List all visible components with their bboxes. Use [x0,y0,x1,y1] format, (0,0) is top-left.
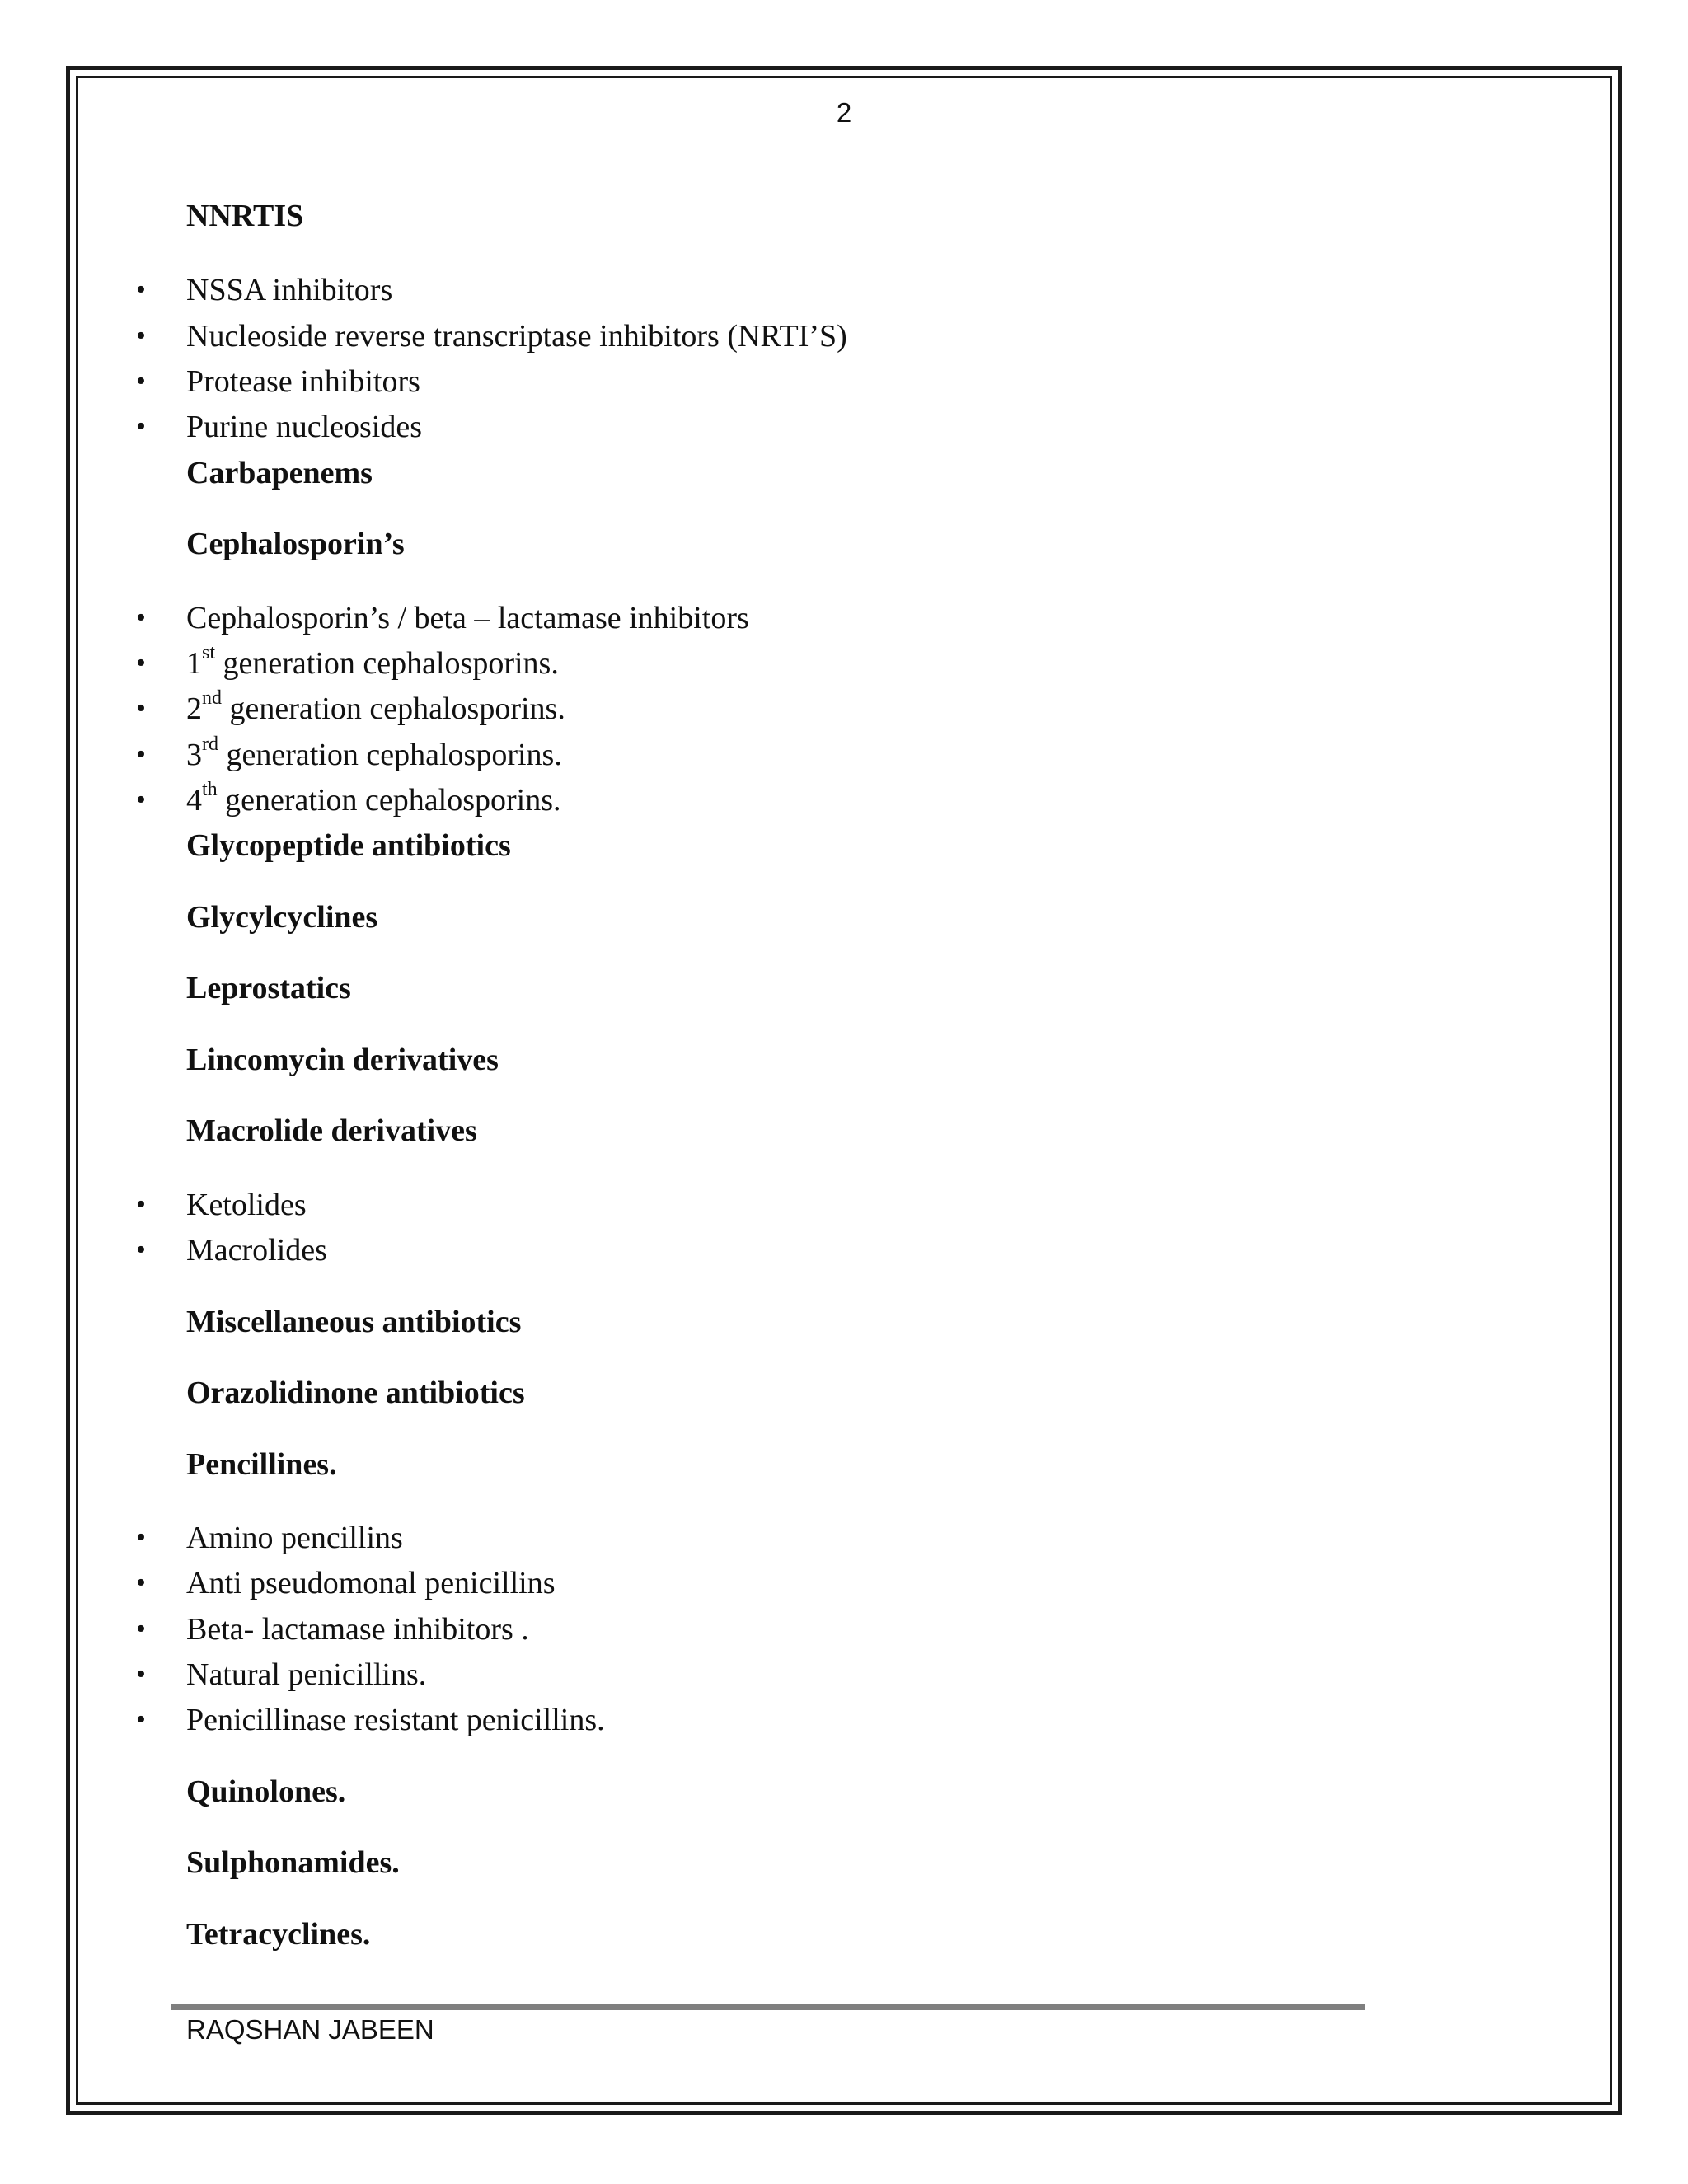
section-heading: Sulphonamides. [186,1845,400,1880]
section-heading: Lincomycin derivatives [186,1043,499,1077]
bullet-icon: • [136,739,146,770]
section-heading: Leprostatics [186,971,351,1005]
bullet-icon: • [136,1235,146,1265]
section-heading: Macrolide derivatives [186,1113,477,1148]
bullet-icon: • [136,274,146,305]
bullet-icon: • [136,1522,146,1553]
section-heading: Glycopeptide antibiotics [186,828,511,863]
bullet-icon: • [136,602,146,633]
list-item: Cephalosporin’s / beta – lactamase inhibitors [186,601,749,635]
list-item: Protease inhibitors [186,364,420,399]
footer-rule [171,2004,1365,2010]
list-item: 4th generation cephalosporins. [186,779,561,818]
bullet-icon: • [136,1614,146,1644]
bullet-icon: • [136,321,146,351]
footer-author: RAQSHAN JABEEN [186,2014,434,2045]
section-heading: Orazolidinone antibiotics [186,1376,525,1410]
list-item: Macrolides [186,1233,327,1268]
bullet-icon: • [136,366,146,396]
list-item: 1st generation cephalosporins. [186,642,559,681]
section-heading: Miscellaneous antibiotics [186,1305,522,1339]
list-item: Penicillinase resistant penicillins. [186,1703,605,1737]
section-heading: Pencillines. [186,1447,337,1482]
bullet-icon: • [136,693,146,724]
list-item: 3rd generation cephalosporins. [186,733,562,772]
section-heading: Cephalosporin’s [186,527,405,561]
list-item: 2nd generation cephalosporins. [186,687,565,726]
list-item: Anti pseudomonal penicillins [186,1566,556,1601]
section-heading: NNRTIS [186,199,304,233]
list-item: Purine nucleosides [186,410,423,444]
bullet-icon: • [136,1568,146,1598]
list-item: Beta- lactamase inhibitors . [186,1612,529,1647]
section-heading: Quinolones. [186,1774,346,1809]
bullet-icon: • [136,648,146,678]
bullet-icon: • [136,411,146,442]
bullet-icon: • [136,785,146,815]
section-heading: Carbapenems [186,456,373,490]
list-item: NSSA inhibitors [186,273,393,307]
list-item: Amino pencillins [186,1521,403,1555]
section-heading: Glycylcyclines [186,900,378,935]
page-number: 2 [836,97,852,128]
bullet-icon: • [136,1659,146,1690]
list-item: Nucleoside reverse transcriptase inhibitors (NRTI’S) [186,319,847,354]
list-item: Natural penicillins. [186,1657,427,1692]
bullet-icon: • [136,1189,146,1220]
list-item: Ketolides [186,1188,307,1222]
section-heading: Tetracyclines. [186,1917,371,1952]
bullet-icon: • [136,1704,146,1735]
